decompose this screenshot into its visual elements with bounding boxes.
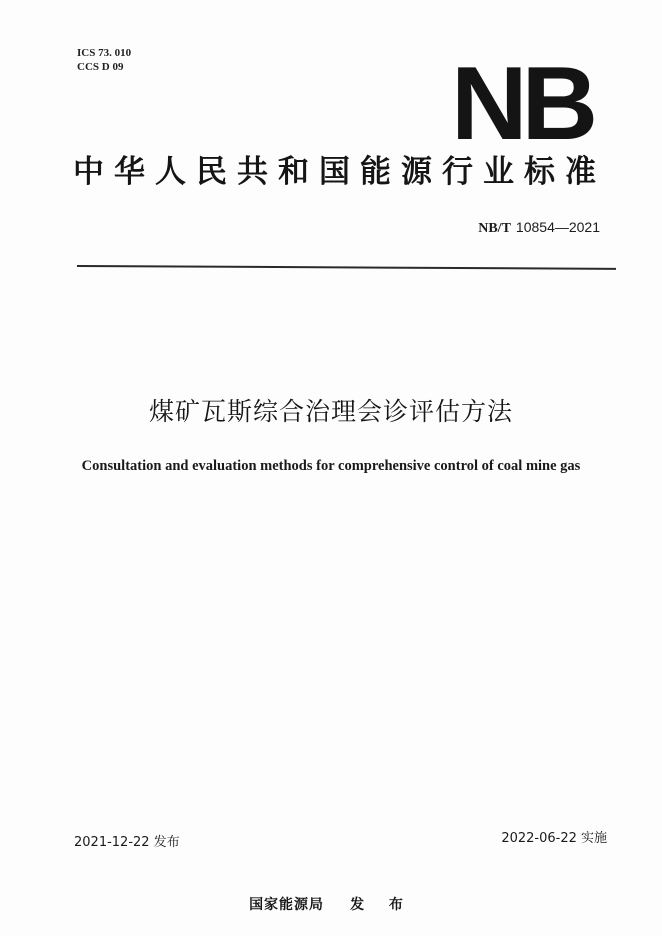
document-title-chinese: 煤矿瓦斯综合治理会诊评估方法	[148, 397, 513, 426]
standard-category-title: 中华人民共和国能源行业标准	[73, 154, 606, 190]
standard-number-value: 10854—2021	[515, 219, 600, 235]
standard-number	[478, 218, 600, 238]
nb-logo: NB	[451, 46, 592, 162]
issue-date: 2021-12-22 发布	[74, 835, 180, 850]
document-title-english: Consultation and evaluation methods for comprehensive control of coal mine gas	[81, 458, 581, 474]
standard-number-prefix: NB/T	[478, 221, 511, 236]
issuing-authority-line	[0, 895, 662, 915]
issuing-authority: 国家能源局	[249, 897, 325, 913]
header-divider	[77, 265, 616, 270]
implementation-date: 2022-06-22 实施	[501, 831, 607, 846]
issue-action: 发 布	[350, 897, 413, 913]
classification-codes	[77, 46, 131, 74]
ics-code: ICS 73. 010	[77, 47, 132, 59]
ccs-code: CCS D 09	[77, 61, 124, 73]
